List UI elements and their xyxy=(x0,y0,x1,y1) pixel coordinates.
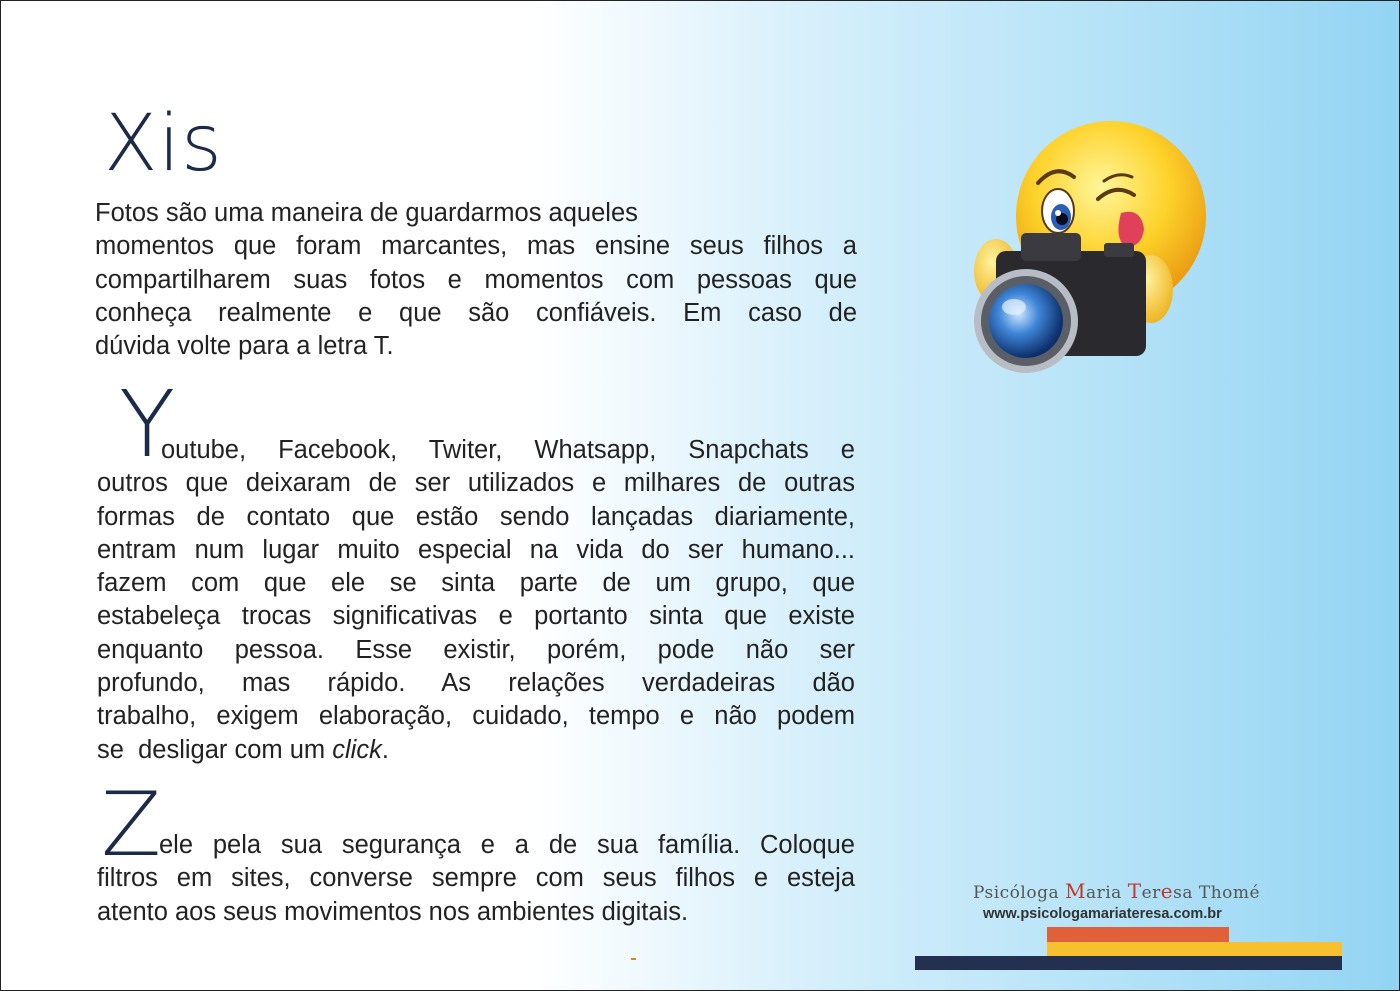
text-line xyxy=(97,734,855,767)
text-line: atento aos seus movimentos nos ambientes digitais. xyxy=(97,897,689,926)
text-line: fazem com que ele se sinta parte de um grupo, que xyxy=(97,569,855,598)
brand-surname: Thomé xyxy=(1198,883,1261,903)
text-line: dúvida volte para a letra T. xyxy=(95,332,394,361)
paragraph-x xyxy=(95,197,857,363)
orange-dot xyxy=(631,958,636,960)
brand-letter: M xyxy=(1065,879,1086,903)
bar-navy xyxy=(915,956,1342,970)
text-line: trabalho, exigem elaboração, cuidado, tempo e não podem xyxy=(97,702,855,731)
text-line: formas de contato que estão sendo lançadas diariamente, xyxy=(97,502,855,531)
text-line: momentos que foram marcantes, mas ensine seus filhos a xyxy=(95,232,857,261)
text-line: profundo, mas rápido. As relações verdadeiras dão xyxy=(97,669,855,698)
text-line: filtros em sites, converse sempre com seus filhos e esteja xyxy=(97,864,855,893)
text-line-suffix: . xyxy=(381,735,389,764)
text-line: outube, Facebook, Twiter, Whatsapp, Snapchats e xyxy=(161,436,855,464)
text-line: compartilharem suas fotos e momentos com pessoas que xyxy=(95,265,857,294)
italic-word: click xyxy=(332,735,382,764)
brand-block xyxy=(973,879,1273,922)
text-line: Fotos são uma maneira de guardarmos aqueles xyxy=(95,199,638,227)
brand-url: www.psicologamariateresa.com.br xyxy=(983,906,1222,922)
brand-part: aria xyxy=(1085,883,1128,903)
bar-yellow xyxy=(1047,942,1342,956)
text-line: ele pela sua segurança e a de sua família. Coloque xyxy=(159,831,855,859)
text-line-prefix: se desligar com um xyxy=(97,735,333,764)
brand-part: er xyxy=(1141,883,1161,903)
bar-orange xyxy=(1047,927,1229,942)
text-line: estabeleça trocas significativas e portanto sinta que existe xyxy=(97,602,855,631)
brand-letter: e xyxy=(1160,879,1174,903)
text-line: entram num lugar muito especial na vida do ser humano... xyxy=(97,535,855,564)
brand-prefix: Psicóloga xyxy=(973,883,1060,903)
text-line: conheça realmente e que são confiáveis. Em caso de xyxy=(95,298,857,327)
brand-letter: T xyxy=(1127,879,1142,903)
paragraph-y xyxy=(97,434,855,767)
smiley-camera-icon xyxy=(966,121,1211,396)
heading-xis: Xis xyxy=(104,99,223,189)
brand-part: sa xyxy=(1173,883,1199,903)
initial-y: Y xyxy=(119,371,176,478)
text-line: enquanto pessoa. Esse existir, porém, pode não ser xyxy=(97,635,855,664)
brand-name xyxy=(973,879,1273,903)
initial-z: Z xyxy=(101,773,162,876)
paragraph-z xyxy=(97,829,855,929)
text-line: outros que deixaram de ser utilizados e milhares de outras xyxy=(97,469,855,498)
